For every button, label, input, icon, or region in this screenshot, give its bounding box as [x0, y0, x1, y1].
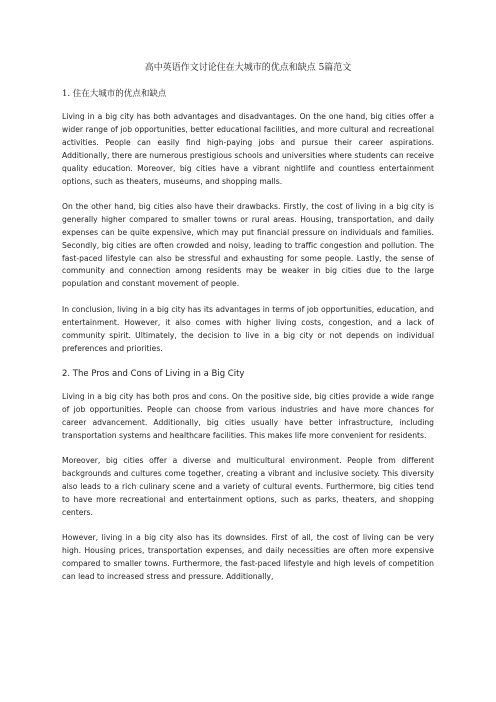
paragraph: In conclusion, living in a big city has its advantages in terms of job opportunities, education, and entertainment. However, it also comes with higher living costs, congestion, and a lack of community spirit. Ultimately, the decision to live in a big city or not depends on individual preferences and priorities.	[62, 304, 434, 353]
paragraph: On the other hand, big cities also have their drawbacks. Firstly, the cost of living in a big city is generally higher compared to smaller towns or rural areas. Housing, transportation, and daily expenses can be quite expensive, which may put financial pressure on individuals and families. Secondly, big cities are often crowded and noisy, leading to traffic congestion and pollution. The fast-paced lifestyle can also be stressful and exhausting for some people. Lastly, the sense of community and connection among residents may be weaker in big cities due to the large population and constant movement of people.	[62, 201, 434, 289]
paragraph: Moreover, big cities offer a diverse and multicultural environment. People from different backgrounds and cultures come together, creating a vibrant and inclusive society. This diversity also leads to a rich culinary scene and a variety of cultural events. Furthermore, big cities tend to have more recreational and entertainment options, such as parks, theaters, and shopping centers.	[62, 456, 434, 517]
paragraph: However, living in a big city also has its downsides. First of all, the cost of living can be very high. Housing prices, transportation expenses, and daily necessities are often more expensive compared to smaller towns. Furthermore, the fast-paced lifestyle and high levels of competition can lead to increased stress and pressure. Additionally,	[62, 533, 434, 581]
document-title: 高中英语作文讨论住在大城市的优点和缺点 5篇范文	[144, 63, 352, 73]
paragraph: Living in a big city has both advantages and disadvantages. On the one hand, big cities offer a wider range of job opportunities, better educational facilities, and more cultural and recreational activities. People can easily find high-paying jobs and pursue their career aspirations. Additionally, there are numerous prestigious schools and universities where students can receive quality education. Moreover, big cities have a vibrant nightlife and countless entertainment options, such as theaters, museums, and shopping malls.	[62, 112, 434, 186]
section-1-heading: 1. 住在大城市的优点和缺点	[62, 89, 167, 99]
section-2	[62, 368, 434, 584]
section-2-heading: 2. The Pros and Cons of Living in a Big City	[62, 368, 245, 379]
paragraph: Living in a big city has both pros and cons. On the positive side, big cities provide a wide range of job opportunities. People can choose from various industries and have more chances for career advancement. Additionally, big cities usually have better infrastructure, including transportation systems and healthcare facilities. This makes life more convenient for residents.	[62, 391, 434, 440]
section-1	[62, 88, 434, 355]
